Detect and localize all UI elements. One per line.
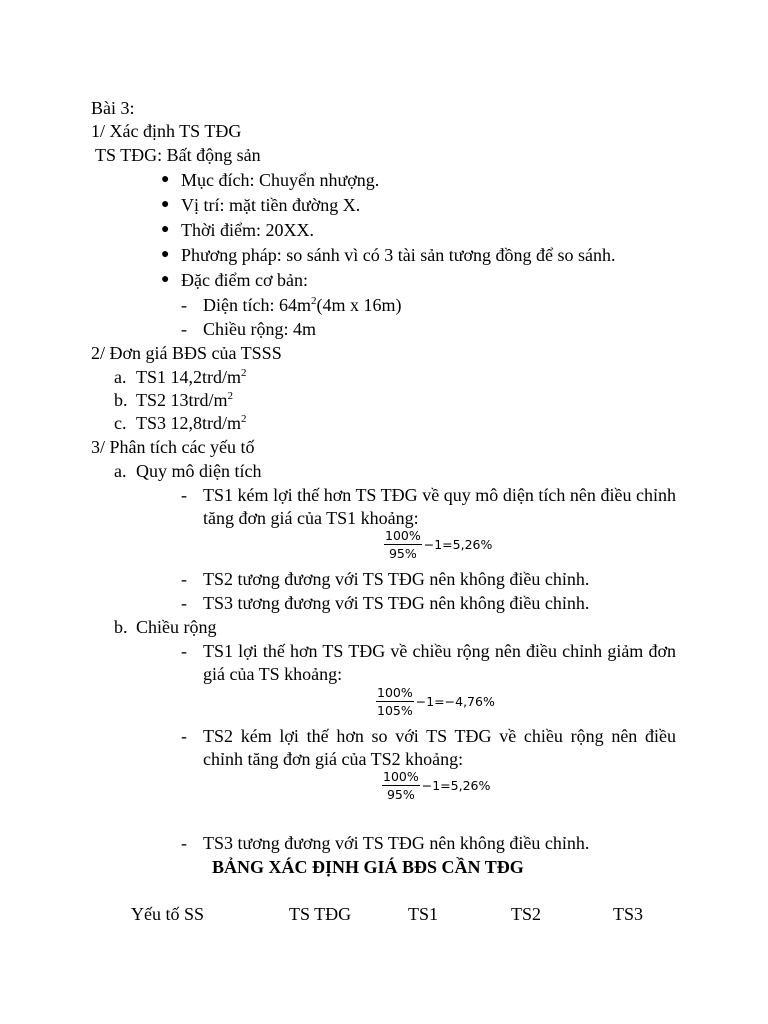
formula-denominator: 95% [388, 546, 417, 561]
bullet-icon: ● [161, 272, 170, 287]
title: Bài 3: [91, 98, 135, 118]
width-ts3-text: TS3 tương đương với TS TĐG nên không điều chỉnh. [203, 833, 590, 853]
factor-area-label: Quy mô diện tích [136, 461, 262, 481]
bullet-location: Vị trí: mặt tiền đường X. [181, 195, 361, 215]
price-ts3-text: TS3 12,8trd/m [136, 413, 242, 433]
bullet-time: Thời điểm: 20XX. [181, 220, 315, 240]
area-ts2-text: TS2 tương đương với TS TĐG nên không điều chỉnh. [203, 569, 590, 589]
formula-numerator: 100% [377, 685, 413, 700]
bullet-icon: ● [161, 172, 170, 187]
dash-marker: - [181, 833, 187, 853]
table-header-subject: TS TĐG [289, 904, 352, 924]
bullet-icon: ● [161, 222, 170, 237]
price-ts1 [136, 366, 247, 388]
formula-denominator: 95% [386, 787, 415, 802]
formula-result: −1=−4,76% [415, 694, 495, 709]
width-line: Chiều rộng: 4m [203, 319, 316, 339]
list-marker: b. [114, 617, 128, 637]
bullet-purpose: Mục đích: Chuyển nhượng. [181, 170, 380, 190]
dash-marker: - [181, 641, 187, 661]
dash-marker: - [181, 569, 187, 589]
area-line [203, 294, 401, 316]
dash-marker: - [181, 485, 187, 505]
formula-width-ts1 [376, 685, 495, 718]
table-header-factor: Yếu tố SS [131, 904, 205, 924]
bullet-icon: ● [161, 197, 170, 212]
list-marker: b. [114, 390, 128, 410]
area-dimensions: (4m x 16m) [316, 295, 402, 315]
subject-line: TS TĐG: Bất động sản [95, 145, 261, 165]
table-header-ts1: TS1 [408, 904, 439, 924]
dash-marker: - [181, 726, 187, 746]
list-marker: c. [114, 413, 127, 433]
formula-area-ts1 [384, 528, 492, 561]
price-ts2-sup: 2 [227, 390, 234, 402]
table-header-ts3: TS3 [613, 904, 644, 924]
dash-marker: - [181, 295, 187, 315]
section-1-heading: 1/ Xác định TS TĐG [91, 121, 242, 141]
price-ts2 [136, 389, 233, 411]
table-header-ts2: TS2 [511, 904, 542, 924]
dash-marker: - [181, 593, 187, 613]
width-ts2-text: TS2 kém lợi thế hơn so với TS TĐG về chiều rộng nên điều chỉnh tăng đơn giá của TS2 khoảng: [203, 726, 676, 769]
bullet-features: Đặc điểm cơ bản: [181, 270, 308, 290]
formula-width-ts2 [382, 769, 490, 802]
area-ts1-text: TS1 kém lợi thế hơn TS TĐG về quy mô diện tích nên điều chỉnh tăng đơn giá của TS1 khoảng: [203, 485, 676, 528]
formula-numerator: 100% [385, 528, 421, 543]
list-marker: a. [114, 461, 127, 481]
bullet-icon: ● [161, 247, 170, 262]
dash-marker: - [181, 319, 187, 339]
area-ts3-text: TS3 tương đương với TS TĐG nên không điều chỉnh. [203, 593, 590, 613]
price-ts1-sup: 2 [241, 367, 247, 379]
section-2-heading: 2/ Đơn giá BĐS của TSSS [91, 343, 282, 363]
width-ts1-text: TS1 lợi thế hơn TS TĐG về chiều rộng nên điều chỉnh giảm đơn giá của TS khoảng: [203, 641, 676, 684]
formula-result: −1=5,26% [423, 537, 493, 552]
price-ts3-sup: 2 [241, 413, 247, 425]
formula-numerator: 100% [383, 769, 419, 784]
price-ts2-text: TS2 13trd/m [136, 390, 228, 410]
price-ts3 [136, 412, 247, 434]
list-marker: a. [114, 367, 127, 387]
factor-width-label: Chiều rộng [136, 617, 217, 637]
section-3-heading: 3/ Phân tích các yếu tố [91, 437, 255, 457]
formula-denominator: 105% [377, 703, 413, 718]
area-superscript: 2 [310, 295, 317, 307]
table-title: BẢNG XÁC ĐỊNH GIÁ BĐS CẦN TĐG [212, 857, 524, 877]
area-text: Diện tích: 64m [203, 295, 311, 315]
bullet-method: Phương pháp: so sánh vì có 3 tài sản tương đồng để so sánh. [181, 245, 616, 265]
formula-result: −1=5,26% [421, 778, 491, 793]
price-ts1-text: TS1 14,2trd/m [136, 367, 242, 387]
